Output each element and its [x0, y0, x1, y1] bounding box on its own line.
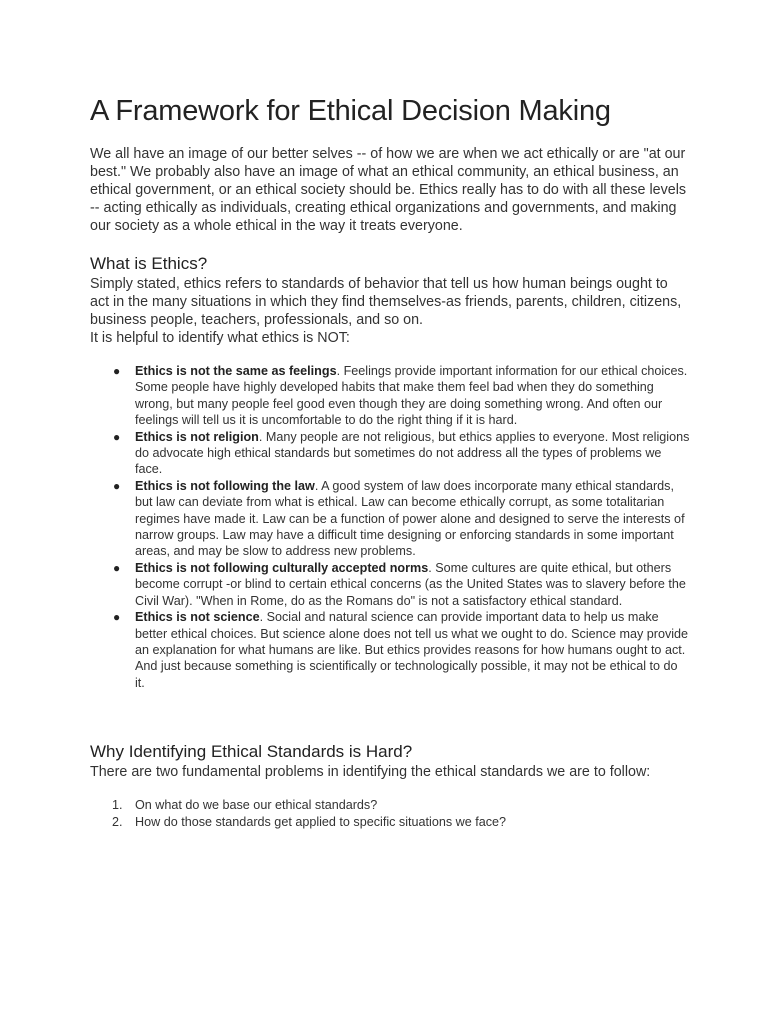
- list-item-bold: Ethics is not science: [135, 610, 260, 625]
- bullet-icon: ●: [113, 610, 121, 625]
- ethics-not-list: [90, 363, 690, 691]
- ethics-not-intro-paragraph: It is helpful to identify what ethics is NOT:: [90, 330, 350, 346]
- list-item-bold: Ethics is not religion: [135, 429, 259, 444]
- list-item-bold: Ethics is not the same as feelings: [135, 364, 337, 378]
- bullet-icon: ●: [113, 478, 121, 493]
- list-item-text: How do those standards get applied to specific situations we face?: [135, 814, 507, 829]
- section-heading-what-is-ethics: What is Ethics?: [90, 254, 208, 273]
- problems-list: [90, 797, 690, 830]
- list-item-bold: Ethics is not following the law: [135, 478, 315, 493]
- list-item: [113, 429, 690, 478]
- bullet-icon: ●: [113, 429, 121, 444]
- list-item-bold: Ethics is not following culturally accepted norms: [135, 560, 429, 575]
- section-heading-why-hard: Why Identifying Ethical Standards is Hard?: [90, 742, 413, 762]
- why-hard-paragraph: There are two fundamental problems in identifying the ethical standards we are to follow:: [90, 764, 651, 781]
- list-item-text: On what do we base our ethical standards?: [135, 798, 378, 813]
- page-title: A Framework for Ethical Decision Making: [90, 95, 611, 127]
- list-number: 2.: [112, 814, 123, 829]
- list-item: [113, 363, 690, 429]
- list-item: [112, 814, 690, 830]
- intro-paragraph: We all have an image of our better selves -- of how we are when we act ethically or are "at our best." We probably also have an image of what an ethical community, an ethical business, an ethical government, or an ethical society should be. Ethics really has to do with all these levels -- acting ethically as individuals, creating ethical organizations and governments, and making our society as a whole ethical in the way it treats everyone.: [90, 146, 687, 234]
- list-item: [112, 797, 690, 813]
- list-number: 1.: [112, 798, 123, 813]
- list-item-text: . A good system of law does incorporate many ethical standards, but law can deviate from what is ethical. Law can become ethically corrupt, as some totalitarian regimes have made it. Law can be a function of power alone and designed to serve the interests of narrow groups. Law may have a difficult time designing or enforcing standards in some important areas, and may be slow to address new problems.: [135, 478, 685, 559]
- bullet-icon: ●: [113, 364, 121, 378]
- list-item: [113, 478, 690, 560]
- document-page: [90, 92, 690, 830]
- list-item: [113, 560, 690, 609]
- list-item-text: . Some cultures are quite ethical, but others become corrupt -or blind to certain ethical concerns (as the United States was to slavery before the Civil War). "When in Rome, do as the Romans do" is not a satisfactory ethical standard.: [135, 560, 686, 608]
- ethics-definition-paragraph: Simply stated, ethics refers to standards of behavior that tell us how human beings ought to act in the many situations in which they find themselves-as friends, parents, children, citizens, business people, teachers, professionals, and so on.: [90, 276, 682, 328]
- list-item: [113, 609, 690, 691]
- list-item-text: . Feelings provide important information for our ethical choices. Some people have highly developed habits that make them feel bad when they do something wrong, but many people feel good even though they are doing something wrong. And often our feelings will tell us it is uncomfortable to do the right thing if it is hard.: [135, 364, 688, 428]
- bullet-icon: ●: [113, 560, 121, 575]
- list-item-text: . Social and natural science can provide important data to help us make better ethical choices. But science alone does not tell us what we ought to do. Science may provide an explanation for what humans are like. But ethics provides reasons for how humans ought to act. And just because something is scientifically or technologically possible, it may not be ethical to do it.: [135, 610, 689, 690]
- list-item-text: . Many people are not religious, but ethics applies to everyone. Most religions do advocate high ethical standards but sometimes do not address all the types of problems we face.: [135, 429, 690, 477]
